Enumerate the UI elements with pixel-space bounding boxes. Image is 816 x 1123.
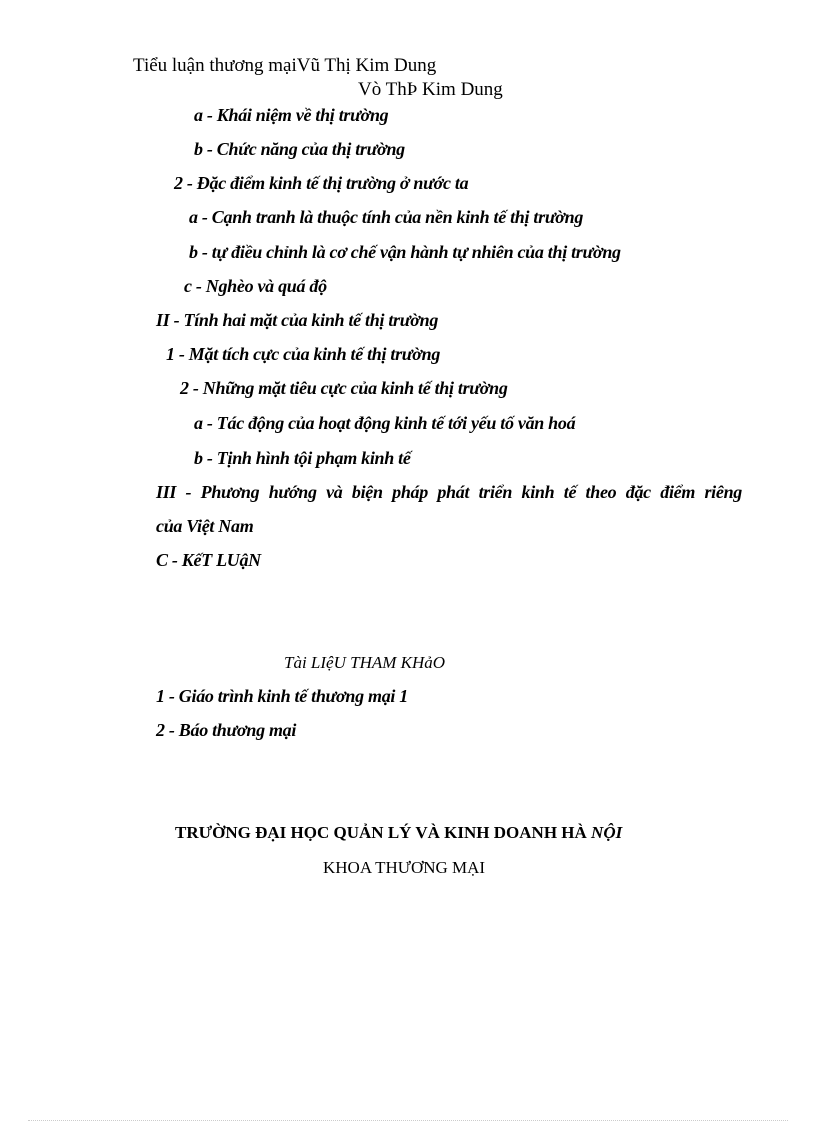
reference-item: 2 - Báo thương mại	[156, 720, 297, 740]
page-bottom-rule	[28, 1120, 788, 1121]
toc-item: b - tự điều chỉnh là cơ chế vận hành tự nhiên của thị trường	[189, 242, 621, 262]
toc-section-heading: III - Phương hướng và biện pháp phát triển kinh tế theo đặc điểm riêng	[156, 482, 742, 502]
running-header-garbled: Vò ThÞ Kim Dung	[358, 79, 503, 100]
reference-item: 1 - Giáo trình kinh tế thương mại 1	[156, 686, 409, 706]
toc-item: a - Khái niệm về thị trường	[194, 105, 389, 125]
toc-section-heading-continued: của Việt Nam	[156, 516, 254, 536]
toc-item: c - Nghèo và quá độ	[184, 276, 327, 296]
toc-item: 2 - Những mặt tiêu cực của kinh tế thị trường	[180, 378, 508, 398]
toc-item: 2 - Đặc điểm kinh tế thị trường ở nước ta	[174, 173, 469, 193]
school-name-main: TRƯỜNG ĐẠI HỌC QUẢN LÝ VÀ KINH DOANH HÀ	[175, 823, 587, 842]
toc-conclusion: C - KếT LUậN	[156, 550, 261, 570]
running-header: Tiểu luận thương mạiVũ Thị Kim Dung	[133, 55, 437, 76]
toc-item: a - Cạnh tranh là thuộc tính của nền kinh tế thị trường	[189, 207, 584, 227]
school-name-suffix: NỘI	[591, 823, 623, 842]
toc-item: b - Chức năng của thị trường	[194, 139, 405, 159]
school-name	[175, 824, 622, 841]
references-title: Tài LIệU THAM KHảO	[284, 653, 446, 672]
toc-section-heading: II - Tính hai mặt của kinh tế thị trường	[156, 310, 439, 330]
toc-item: b - Tịnh hình tội phạm kinh tế	[194, 448, 411, 468]
toc-item: a - Tác động của hoạt động kinh tế tới yếu tố văn hoá	[194, 413, 576, 433]
department-name: KHOA THƯƠNG MẠI	[323, 858, 486, 877]
toc-item: 1 - Mặt tích cực của kinh tế thị trường	[166, 344, 441, 364]
